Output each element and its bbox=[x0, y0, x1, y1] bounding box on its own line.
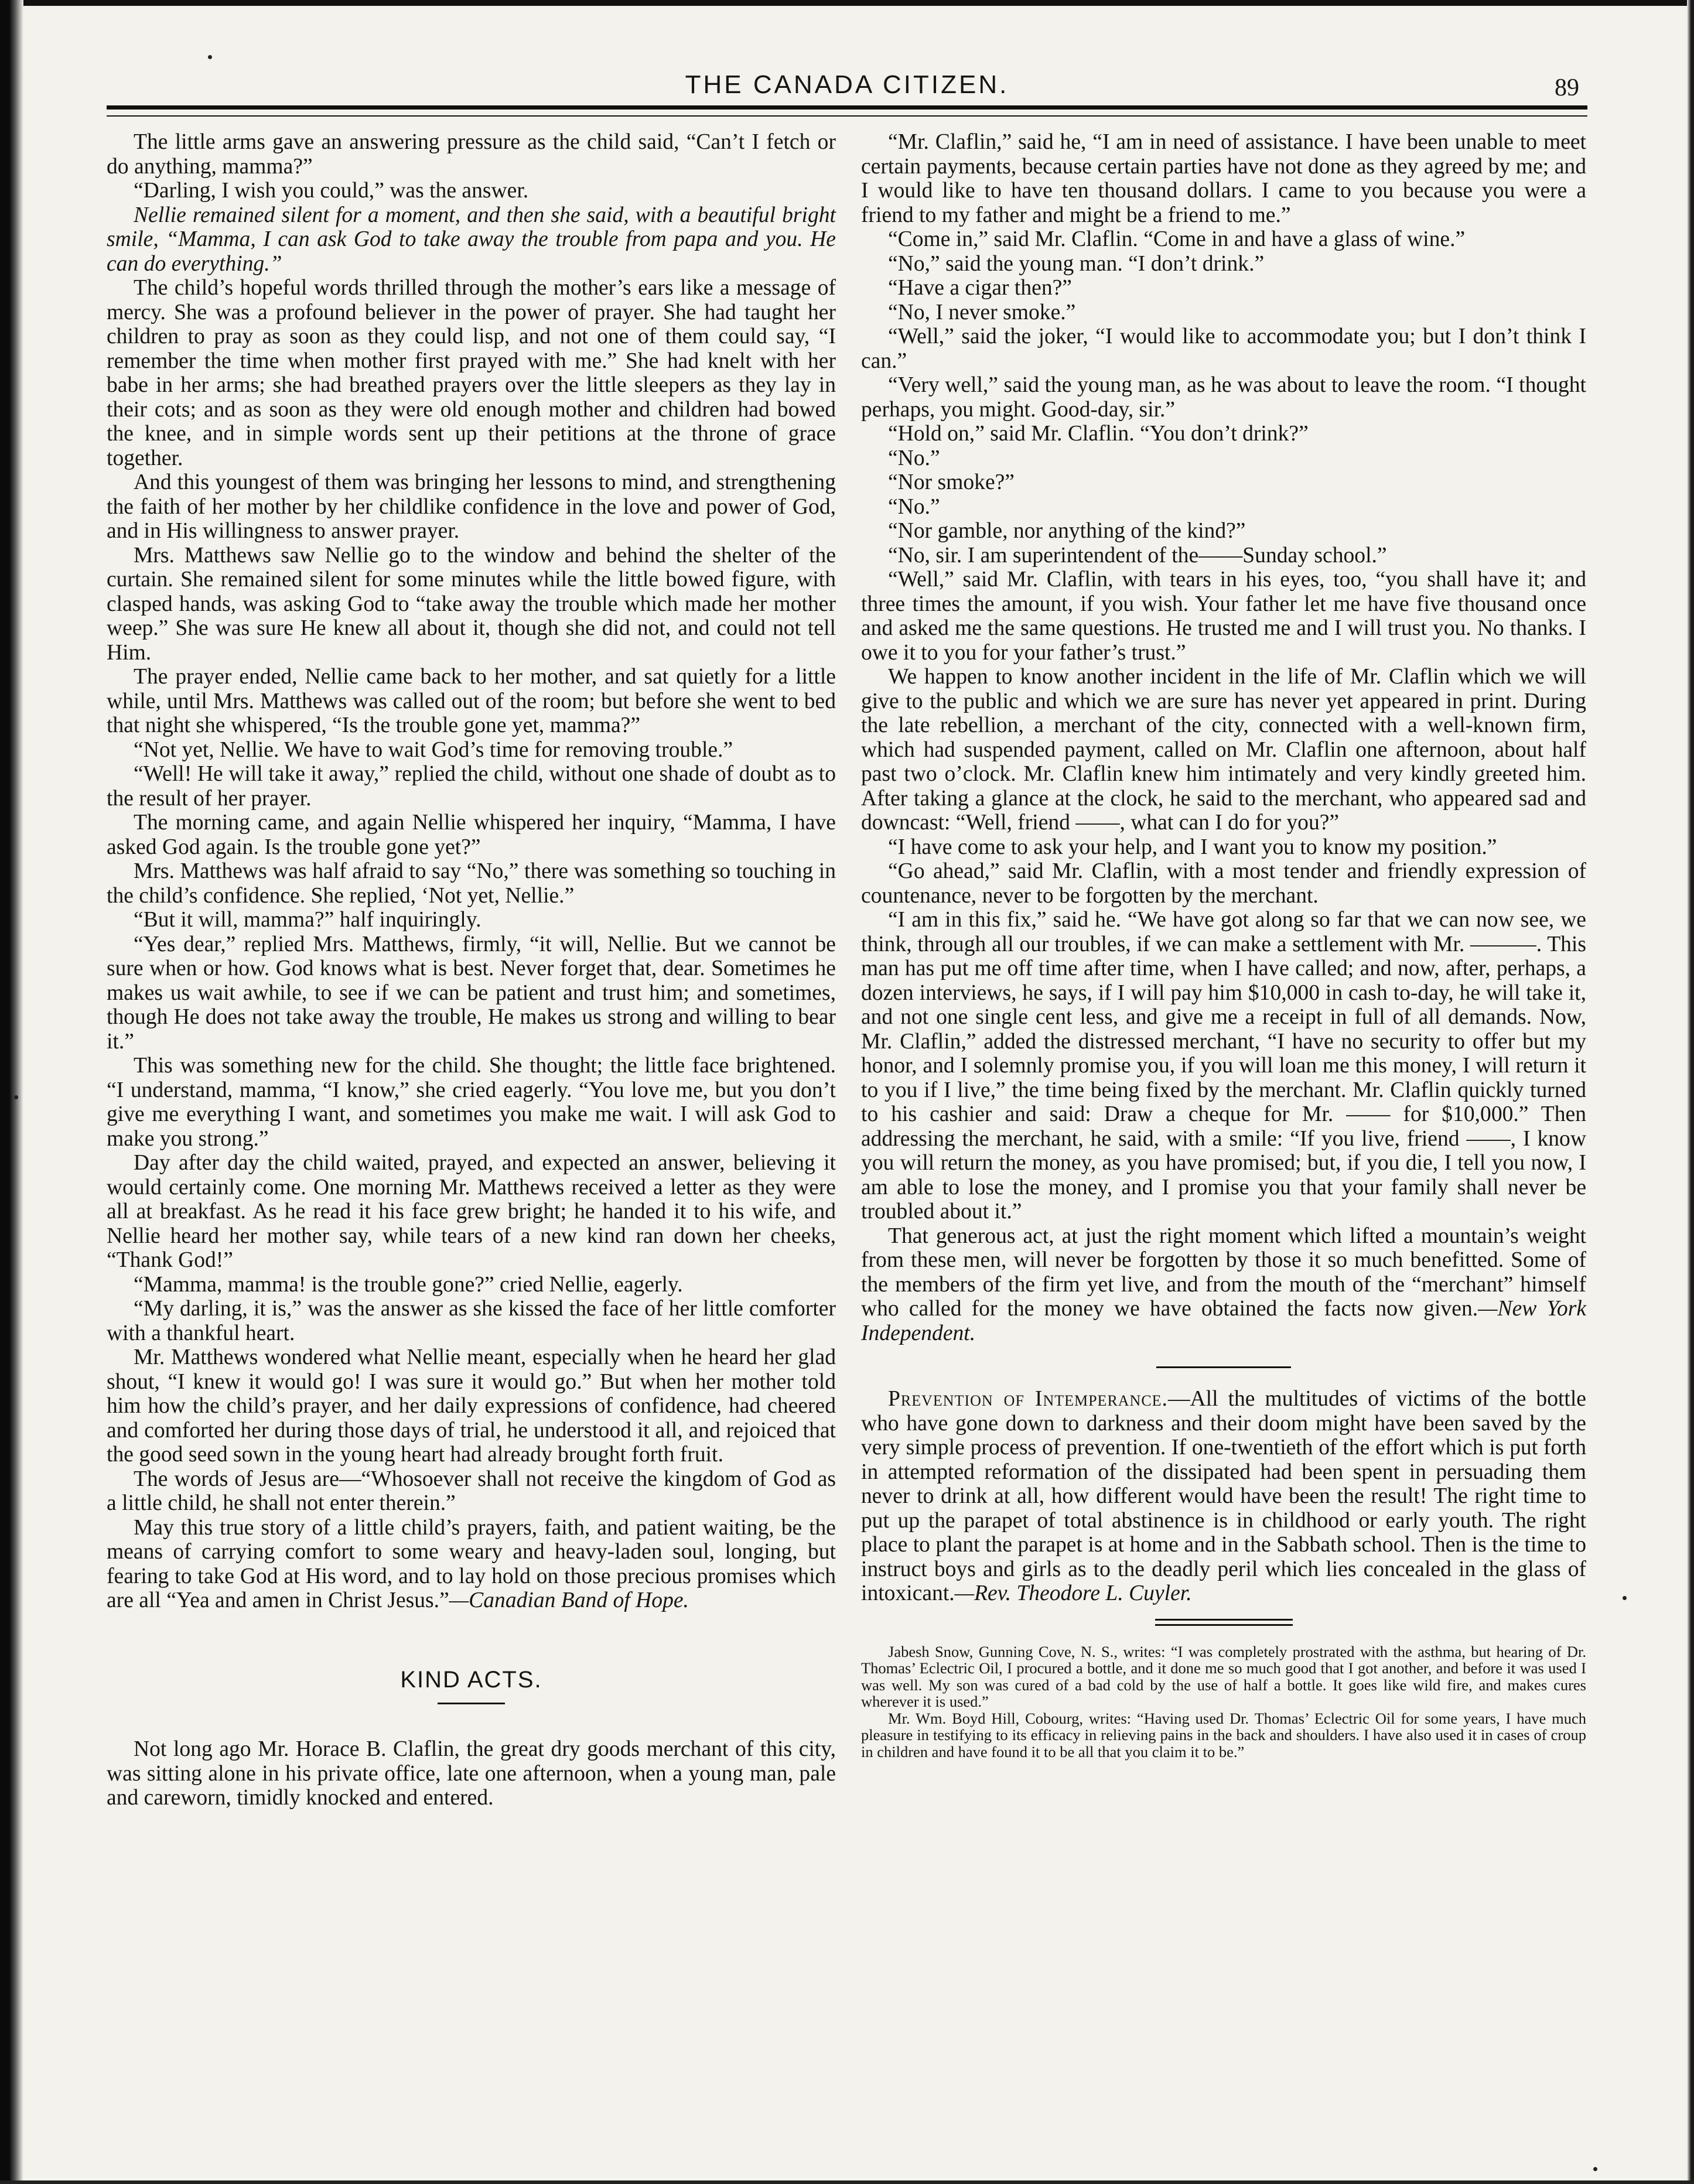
paragraph: “Not yet, Nellie. We have to wait God’s time for removing trouble.” bbox=[134, 737, 733, 762]
paragraph-with-credit bbox=[861, 1224, 1586, 1346]
paragraph: “No,” said the young man. “I don’t drink.” bbox=[888, 251, 1265, 276]
right-column bbox=[861, 130, 1586, 1760]
paragraph: “Well,” said the joker, “I would like to accommodate you; but I don’t think I can.” bbox=[861, 324, 1586, 373]
article-credit: —New York Independent. bbox=[861, 1297, 1587, 1345]
paragraph: “Well,” said Mr. Claflin, with tears in his eyes, too, “you shall have it; and three times the amount, if you wish. Your father let me have five thousand once and asked me the same questions. He trusted me and I will trust you. No thanks. I owe it to you for your father’s trust.” bbox=[861, 568, 1586, 665]
article-credit: —Rev. Theodore L. Cuyler. bbox=[954, 1581, 1192, 1605]
paragraph: “Darling, I wish you could,” was the answer. bbox=[134, 179, 529, 203]
paragraph: “I am in this fix,” said he. “We have got along so far that we can now see, we think, through all our troubles, if we can make a settlement with Mr. ———. This man has put me off time after time, when I have called; and now, after, perhaps, a dozen interviews, he says, if I will pay him $10,000 in cash to-day, he will take it, and not one single cent less, and give me a receipt in full of all demands. Now, Mr. Claflin,” added the distressed merchant, “I have no security to offer but my honor, and I solemnly promise you, if you will loan me this money, I will return it to you if I live,” the time being fixed by the merchant. Mr. Claflin quickly turned to his cashier and said: Draw a cheque for Mr. —— for $10,000.” Then addressing the merchant, he said, with a smile: “If you live, friend ——, I know you will return the money, as you have promised; but, if you die, I tell you now, I am able to lose the money, and I promise you that your family shall never be troubled about it.” bbox=[861, 908, 1586, 1223]
section-heading-kind-acts: KIND ACTS. bbox=[400, 1666, 542, 1693]
paragraph: Not long ago Mr. Horace B. Claflin, the great dry goods merchant of this city, was sitting alone in his private office, late one afternoon, when a young man, pale and careworn, timidly knocked and entered. bbox=[107, 1737, 836, 1810]
advertisement-testimonial: Mr. Wm. Boyd Hill, Cobourg, writes: “Having used Dr. Thomas’ Eclectric Oil for some years, I have much pleasure in testifying to its efficacy in relieving pains in the back and shoulders. I have also used it in cases of croup in children and have found it to be all that you claim it to be.” bbox=[861, 1709, 1586, 1761]
paragraph: Nellie remained silent for a moment, and then she said, with a beautiful bright smile, “Mamma, I can ask God to take away the trouble from papa and you. He can do everything.” bbox=[107, 203, 836, 276]
scan-edge-right bbox=[1687, 0, 1694, 2184]
advertisement-testimonial: Jabesh Snow, Gunning Cove, N. S., writes: “I was completely prostrated with the asthma, but hearing of Dr. Thomas’ Eclectric Oil, I procured a bottle, and it done me so much good that I got another, and before it was used I was well. My son was cured of a bad cold by the use of half a bottle. It goes like wild fire, and makes cures wherever it is used.” bbox=[861, 1642, 1586, 1710]
paragraph: “Nor gamble, nor anything of the kind?” bbox=[888, 519, 1246, 543]
article-credit: —Canadian Band of Hope. bbox=[449, 1588, 689, 1612]
paragraph: The child’s hopeful words thrilled through the mother’s ears like a message of mercy. She was a profound believer in the power of prayer. She had taught her children to pray as soon as they could lisp, and not one of them could say, “I remember the time when mother first prayed with me.” She had knelt with her babe in her arms; she had breathed prayers over the little sleepers as they lay in their cots; and as soon as they were old enough mother and children had bowed the knee, and in simple words sent up their petitions at the throne of grace together. bbox=[107, 276, 836, 470]
paragraph: “Go ahead,” said Mr. Claflin, with a most tender and friendly expression of countenance, never to be forgotten by the merchant. bbox=[861, 859, 1586, 908]
paragraph: This was something new for the child. She thought; the little face brightened. “I understand, mamma, “I know,” she cried eagerly. “You love me, but you don’t give me everything I want, and sometimes you make me wait. I will ask God to make you strong.” bbox=[107, 1054, 836, 1151]
paragraph: The words of Jesus are—“Whosoever shall not receive the kingdom of God as a little child, he shall not enter therein.” bbox=[107, 1467, 836, 1515]
heading-rule bbox=[438, 1703, 505, 1704]
left-column bbox=[107, 130, 836, 1810]
paragraph-text: —All the multitudes of victims of the bottle who have gone down to darkness and their doom might have been saved by the very simple process of prevention. If one-twentieth of the effort which is put forth in attempted reformation of the dissipated had been spent in persuading them never to drink at all, how different would have been the result! The right time to put up the parapet of total abstinence is in childhood or early youth. The right place to plant the parapet is at home and in the Sabbath school. Then is the time to instruct boys and girls as to the deadly peril which lies concealed in the glass of intoxicant. bbox=[861, 1387, 1586, 1605]
paragraph: “Hold on,” said Mr. Claflin. “You don’t drink?” bbox=[888, 422, 1309, 446]
paragraph: “Mamma, mamma! is the trouble gone?” cried Nellie, eagerly. bbox=[134, 1272, 683, 1297]
paragraph: The prayer ended, Nellie came back to her mother, and sat quietly for a little while, until Mrs. Matthews was called out of the room; but before she went to bed that night she whispered, “Is the trouble gone yet, mamma?” bbox=[107, 665, 836, 737]
double-divider bbox=[1155, 1619, 1293, 1626]
scan-speck bbox=[208, 55, 212, 59]
prevention-heading: Prevention of Intemperance. bbox=[888, 1387, 1168, 1411]
page-number: 89 bbox=[1555, 74, 1579, 101]
scan-edge-top bbox=[0, 0, 1694, 6]
paragraph: “Have a cigar then?” bbox=[888, 276, 1072, 300]
prevention-paragraph bbox=[861, 1387, 1586, 1606]
paragraph: Mrs. Matthews was half afraid to say “No,” there was something so touching in the child’s confidence. She replied, ‘Not yet, Nellie.” bbox=[107, 859, 836, 908]
paragraph: “No, sir. I am superintendent of the——Sunday school.” bbox=[888, 543, 1387, 568]
paragraph: “Come in,” said Mr. Claflin. “Come in and have a glass of wine.” bbox=[888, 227, 1466, 251]
paragraph: “Mr. Claflin,” said he, “I am in need of assistance. I have been unable to meet certain payments, because certain parties have not done as they agreed by me; and I would like to have ten thousand dollars. I came to you because you were a friend to my father and might be a friend to me.” bbox=[861, 130, 1586, 227]
paragraph: “Well! He will take it away,” replied the child, without one shade of doubt as to the result of her prayer. bbox=[107, 762, 836, 811]
paragraph: We happen to know another incident in the life of Mr. Claflin which we will give to the public and which we are sure has never yet appeared in print. During the late rebellion, a merchant of the city, connected with a well-known firm, which had suspended payment, called on Mr. Claflin one afternoon, about half past two o’clock. Mr. Claflin knew him intimately and very kindly greeted him. After taking a glance at the clock, he said to the merchant, who appeared sad and downcast: “Well, friend ——, what can I do for you?” bbox=[861, 665, 1586, 835]
paragraph: “Yes dear,” replied Mrs. Matthews, firmly, “it will, Nellie. But we cannot be sure when or how. God knows what is best. Never forget that, dear. Sometimes he makes us wait awhile, to see if we can be patient and trust him; and sometimes, though He does not take away the trouble, He makes us strong and willing to bear it.” bbox=[107, 932, 836, 1054]
scan-speck bbox=[1593, 2167, 1597, 2171]
scan-edge-bottom bbox=[0, 2180, 1694, 2184]
header-rule-thick bbox=[107, 105, 1587, 110]
paragraph: Day after day the child waited, prayed, and expected an answer, believing it would certainly come. One morning Mr. Matthews received a letter as they were all at breakfast. As he read it his face grew bright; he handed it to his wife, and Nellie heard her mother say, while tears of a new kind ran down her cheeks, “Thank God!” bbox=[107, 1151, 836, 1272]
paragraph: The little arms gave an answering pressure as the child said, “Can’t I fetch or do anything, mamma?” bbox=[107, 130, 836, 179]
paragraph: “No.” bbox=[888, 446, 940, 470]
paragraph-with-credit bbox=[107, 1516, 836, 1613]
paragraph: “Nor smoke?” bbox=[888, 470, 1015, 494]
paragraph: “No, I never smoke.” bbox=[888, 300, 1076, 324]
paragraph-text: May this true story of a little child’s prayers, faith, and patient waiting, be the means of carrying comfort to some weary and heavy-laden soul, longing, but fearing to take God at His word, and to lay hold on those precious promises which are all “Yea and amen in Christ Jesus.” bbox=[107, 1515, 836, 1612]
paragraph: “My darling, it is,” was the answer as she kissed the face of her little comforter with a thankful heart. bbox=[107, 1297, 836, 1345]
header-rule-thin bbox=[107, 115, 1587, 117]
paragraph: The morning came, and again Nellie whispered her inquiry, “Mamma, I have asked God again. Is the trouble gone yet?” bbox=[107, 811, 836, 859]
masthead-title: THE CANADA CITIZEN. bbox=[685, 70, 1009, 99]
section-divider bbox=[1156, 1366, 1291, 1368]
paragraph: “I have come to ask your help, and I want you to know my position.” bbox=[888, 835, 1497, 859]
scan-speck bbox=[14, 1095, 18, 1099]
paragraph: Mrs. Matthews saw Nellie go to the window and behind the shelter of the curtain. She remained silent for some minutes while the little bowed figure, with clasped hands, was asking God to “take away the trouble which made her mother weep.” She was sure He knew all about it, though she did not, and could not tell Him. bbox=[107, 543, 836, 665]
paragraph: “No.” bbox=[888, 494, 940, 519]
advertisements bbox=[861, 1643, 1586, 1761]
scan-speck bbox=[1623, 1596, 1627, 1600]
paragraph: “But it will, mamma?” half inquiringly. bbox=[134, 908, 481, 932]
scan-edge-left bbox=[0, 0, 23, 2184]
paragraph: And this youngest of them was bringing her lessons to mind, and strengthening the faith of her mother by her childlike confidence in the love and power of God, and in His willingness to answer prayer. bbox=[107, 470, 836, 543]
paragraph-text: That generous act, at just the right moment which lifted a mountain’s weight from these men, will never be forgotten by those it so much benefitted. Some of the members of the firm yet live, and from the mouth of the “merchant” himself who called for the money we have obtained the facts now given. bbox=[861, 1223, 1586, 1321]
paragraph: Mr. Matthews wondered what Nellie meant, especially when he heard her glad shout, “I knew it would go! I was sure it would go.” But when her mother told him how the child’s prayer, and her daily expressions of confidence, had cheered and comforted her during those days of trial, he understood it all, and rejoiced that the good seed sown in the young heart had already brought forth fruit. bbox=[107, 1345, 836, 1467]
paragraph: “Very well,” said the young man, as he was about to leave the room. “I thought perhaps, you might. Good-day, sir.” bbox=[861, 373, 1586, 422]
